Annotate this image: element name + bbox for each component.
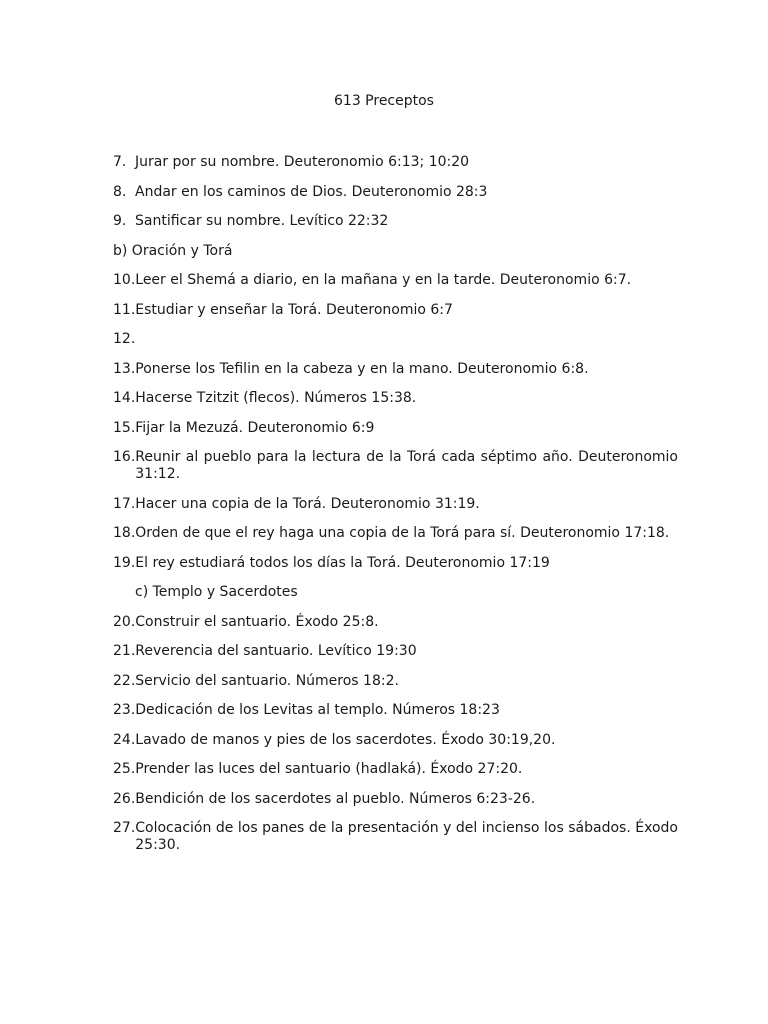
precept-number: 9. [113,213,127,229]
precept-list [113,154,678,867]
precept-number: 14. [113,390,136,406]
precept-number: 10. [113,272,136,288]
precept-item [113,213,678,230]
precept-number: 20. [113,613,136,630]
precept-number: 7. [113,154,127,170]
precept-text: Estudiar y enseñar la Torá. Deuteronomio 6:7 [135,301,453,318]
precept-text: Ponerse los Tefilin en la cabeza y en la mano. Deuteronomio 6:8. [135,360,589,377]
precept-item [113,525,678,542]
precept-text: Leer el Shemá a diario, en la mañana y en la tarde. Deuteronomio 6:7. [135,272,632,288]
precept-item [113,331,678,348]
precept-number: 25. [113,761,136,777]
precept-item [113,643,678,660]
precept-item [113,154,678,171]
precept-number: 21. [113,643,136,659]
precept-number: 8. [113,183,127,200]
precept-text: Servicio del santuario. Números 18:2. [135,672,399,689]
precept-item [113,420,678,437]
precept-item [113,449,678,483]
precept-item [113,732,678,749]
precept-text: Santificar su nombre. Levítico 22:32 [135,213,389,229]
precept-number: 27. [113,820,136,836]
precept-text: Reverencia del santuario. Levítico 19:30 [135,643,417,659]
precept-number: 26. [113,790,136,807]
precept-item [113,361,678,378]
precept-number: 12. [113,331,136,347]
section-heading: c) Templo y Sacerdotes [135,584,298,600]
precept-item [113,791,678,808]
precept-item [113,302,678,319]
precept-item [113,272,678,289]
precept-text: El rey estudiará todos los días la Torá. Deuteronomio 17:19 [135,554,550,571]
precept-text: Dedicación de los Levitas al templo. Números 18:23 [135,702,500,718]
precept-number: 23. [113,702,136,718]
precept-number: 18. [113,525,136,541]
precept-text: Fijar la Mezuzá. Deuteronomio 6:9 [135,419,375,436]
precept-item [113,820,678,854]
precept-text: Lavado de manos y pies de los sacerdotes. Éxodo 30:19,20. [135,731,556,748]
precept-text: Orden de que el rey haga una copia de la Torá para sí. Deuteronomio 17:18. [135,525,670,541]
precept-text: Construir el santuario. Éxodo 25:8. [135,613,379,630]
precept-item [113,673,678,690]
precept-item [113,614,678,631]
section-heading: b) Oración y Torá [113,242,233,259]
precept-text: Prender las luces del santuario (hadlaká). Éxodo 27:20. [135,761,523,777]
precept-number: 17. [113,495,136,512]
precept-text: Colocación de los panes de la presentación y del incienso los sábados. Éxodo 25:30. [135,820,678,853]
precept-item [113,184,678,201]
precept-item [113,390,678,407]
precept-number: 16. [113,449,136,465]
precept-text: Andar en los caminos de Dios. Deuteronomio 28:3 [135,183,488,200]
precept-number: 15. [113,419,136,436]
precept-item [113,702,678,719]
precept-text: Hacer una copia de la Torá. Deuteronomio 31:19. [135,495,480,512]
precept-number: 11. [113,301,136,318]
precept-number: 19. [113,554,136,571]
precept-item [113,496,678,513]
precept-text: Bendición de los sacerdotes al pueblo. Números 6:23-26. [135,790,536,807]
precept-number: 24. [113,731,136,748]
precept-text: Jurar por su nombre. Deuteronomio 6:13; 10:20 [135,154,470,170]
precept-text [135,331,678,348]
page-title: 613 Preceptos [334,93,434,109]
precept-number: 13. [113,360,136,377]
precept-text: Hacerse Tzitzit (flecos). Números 15:38. [135,390,417,406]
precept-number: 22. [113,672,136,689]
precept-item [113,761,678,778]
precept-text: Reunir al pueblo para la lectura de la Torá cada séptimo año. Deuteronomio 31:12. [135,449,678,482]
precept-item [113,555,678,572]
